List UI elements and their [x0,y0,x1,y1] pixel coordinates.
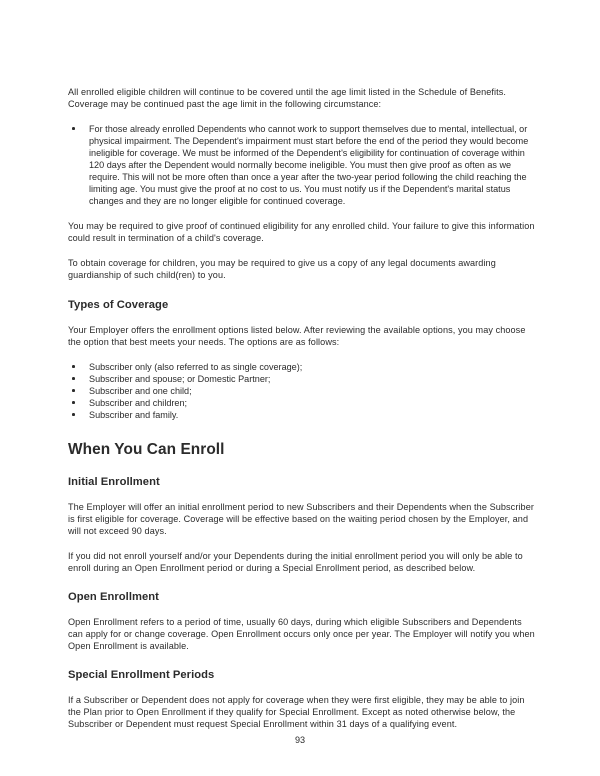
initial-enrollment-paragraph-2: If you did not enroll yourself and/or your Dependents during the initial enrollment period you will only be able to enroll during an Open Enrollment period or during a Special Enrollment period, as described below. [68,551,523,573]
bullet-dot-icon [72,413,75,416]
heading-initial-enrollment: Initial Enrollment [68,476,160,488]
list-item-label: Subscriber and family. [89,410,179,420]
list-item-label: Subscriber and spouse; or Domestic Partner; [89,374,271,384]
list-item [68,373,537,385]
bullet-dot-icon [72,389,75,392]
list-item-label: Subscriber only (also referred to as single coverage); [89,362,303,372]
bullet-dot-icon [72,127,75,130]
page-number: 93 [294,735,306,745]
eligibility-bullet-list [68,123,537,207]
heading-open-enrollment: Open Enrollment [68,591,159,603]
page-content [68,86,537,743]
list-item [68,361,537,373]
initial-enrollment-paragraph-1: The Employer will offer an initial enrollment period to new Subscribers and their Dependents when the Subscriber is first eligible for coverage. Coverage will be effective based on the waiting period chosen by the Employer, and will not exceed 90 days. [68,502,534,536]
list-item [68,397,537,409]
heading-special-enrollment-periods: Special Enrollment Periods [68,669,215,681]
list-item [68,123,537,207]
list-item [68,409,537,421]
intro-paragraph-1: All enrolled eligible children will continue to be covered until the age limit listed in the Schedule of Benefits. Coverage may be continued past the age limit in the following circumstance: [68,87,507,109]
bullet-dot-icon [72,401,75,404]
intro-paragraph-2: You may be required to give proof of continued eligibility for any enrolled child. Your failure to give this information could result in termination of a child's coverage. [68,221,535,243]
list-item [68,385,537,397]
heading-types-of-coverage: Types of Coverage [68,299,169,311]
list-item-label: Subscriber and children; [89,398,188,408]
list-item-label: Subscriber and one child; [89,386,192,396]
intro-paragraph-3: To obtain coverage for children, you may be required to give us a copy of any legal documents awarding guardianship of such child(ren) to you. [68,258,496,280]
open-enrollment-paragraph-1: Open Enrollment refers to a period of time, usually 60 days, during which eligible Subscribers and Dependents can apply for or change coverage. Open Enrollment occurs only once per year. The Employer will notify you when Open Enrollment is available. [68,617,535,651]
special-enrollment-paragraph-1: If a Subscriber or Dependent does not apply for coverage when they were first eligible, they may be able to join the Plan prior to Open Enrollment if they qualify for Special Enrollment. Except as noted otherwise below, the Subscriber or Dependent must request Special Enrollment within 31 days of a qualifying event. [68,695,525,729]
coverage-options-list [68,361,537,421]
types-of-coverage-paragraph: Your Employer offers the enrollment options listed below. After reviewing the available options, you may choose the option that best meets your needs. The options are as follows: [68,325,526,347]
heading-when-you-can-enroll: When You Can Enroll [68,441,225,458]
list-item-label: For those already enrolled Dependents who cannot work to support themselves due to mental, intellectual, or physical impairment. The Dependent's impairment must start before the end of the period they would become ineligible for coverage. We must be informed of the Dependent's eligibility for continuation of coverage within 120 days after the Dependent would normally become ineligible. You must then give proof as often as we require. This will not be more often than once a year after the two-year period following the child reaching the limiting age. You must give the proof at no cost to us. You must notify us if the Dependent's marital status changes and they are no longer eligible for continued coverage. [89,124,529,206]
bullet-dot-icon [72,377,75,380]
bullet-dot-icon [72,365,75,368]
